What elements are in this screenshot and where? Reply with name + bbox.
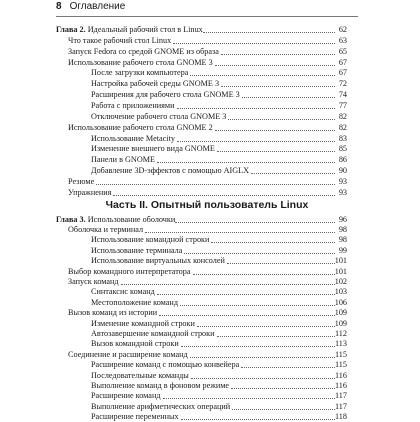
toc-entry-title [91, 390, 161, 401]
toc-entry-page: 109 [334, 308, 347, 318]
toc-entry-page: 101 [334, 256, 347, 266]
toc-entry [0, 89, 420, 100]
toc-entry-title [91, 338, 179, 349]
toc-entry-page: 103 [334, 287, 347, 297]
toc-entry-page: 98 [338, 235, 347, 245]
toc-entry [0, 359, 420, 370]
toc-entry [0, 349, 420, 360]
toc-entry-title [56, 214, 175, 225]
toc-entry-title [68, 224, 143, 235]
toc-entry-page: 112 [335, 328, 347, 338]
toc-entry-title [68, 187, 111, 198]
toc-entry [0, 255, 420, 266]
toc-entry-text: Вызов команд из истории [68, 308, 158, 318]
toc-entry-text: Автозавершение командной строки [91, 328, 215, 338]
toc-entry-title [91, 245, 182, 256]
toc-entry-page: 90 [338, 166, 347, 176]
toc-entry [0, 176, 420, 187]
toc-entry-page: 63 [338, 35, 347, 45]
toc-entry-text: Использование командной строки [91, 235, 210, 245]
toc-entry [0, 214, 420, 225]
dot-leader [221, 54, 335, 55]
toc-entry-title [91, 133, 175, 144]
dot-leader [217, 336, 335, 337]
dot-leader [157, 162, 335, 163]
toc-entry-page: 77 [338, 100, 347, 110]
toc-entry-text: Соединение и расширение команд [68, 349, 188, 359]
toc-entry-text: Оболочка и терминал [68, 224, 144, 234]
toc-entry-title [91, 143, 215, 154]
toc-entry-text: Вызов командной строки [91, 339, 179, 349]
toc-entry-text: Работа с приложениями [91, 100, 175, 110]
dot-leader [221, 86, 335, 87]
toc-entry-text: Выполнение команд в фоновом режиме [91, 380, 230, 390]
toc-entry-title [91, 78, 219, 89]
toc-entry [0, 338, 420, 349]
toc-entry-text: Выполнение арифметических операций [91, 401, 231, 411]
toc-entry [0, 245, 420, 256]
dot-leader [215, 65, 335, 66]
toc-entry-title [91, 286, 155, 297]
toc-entry-title [91, 328, 215, 339]
dot-leader [211, 242, 335, 243]
toc-entry-title [91, 67, 188, 78]
toc-entry [0, 307, 420, 318]
toc-entry-title [91, 411, 179, 422]
dot-leader [121, 284, 335, 285]
page-number: 8 [56, 1, 62, 12]
dot-leader [175, 222, 335, 223]
toc-entry [0, 370, 420, 381]
toc-entry-text: Резюме [68, 176, 95, 186]
toc-entry [0, 234, 420, 245]
toc-entry [0, 380, 420, 391]
toc-entry-text: Идеальный рабочий стол в Linux [85, 25, 203, 34]
dot-leader [251, 173, 335, 174]
toc-entry [0, 67, 420, 78]
toc-entry-title [91, 234, 209, 245]
toc-entry-page: 86 [338, 155, 347, 165]
toc-entry-text: Расширение переменных [91, 412, 179, 422]
toc-entry-page: 83 [338, 133, 347, 143]
toc-entry-text: Расширение команд [91, 391, 161, 401]
toc-entry-page: 116 [335, 380, 347, 390]
toc-entry-page: 98 [338, 224, 347, 234]
toc-entry-title [91, 318, 195, 329]
chapter-number: Глава 3. [56, 214, 86, 224]
toc-entry [0, 297, 420, 308]
dot-leader [163, 398, 336, 399]
dot-leader [231, 388, 335, 389]
toc-entry-text: Местоположение команд [91, 297, 178, 307]
toc-entry-page: 74 [338, 90, 347, 100]
toc-entry [0, 266, 420, 277]
chapter-number: Глава 2. [56, 25, 86, 34]
toc-entry-text: Использование терминала [91, 245, 183, 255]
toc-entry-text: После загрузки компьютера [91, 68, 189, 78]
toc-entry-page: 85 [338, 144, 347, 154]
toc-entry-title [91, 100, 175, 111]
toc-entry-text: Что такое рабочий стол Linux [68, 35, 172, 45]
toc-entry-page: 82 [338, 122, 347, 132]
toc-entry-text: Настройка рабочей среды GNOME 3 [91, 79, 220, 89]
toc-entry-text: Запуск Fedora со средой GNOME из образа [68, 46, 219, 56]
toc-entry-title [56, 24, 203, 35]
toc-entry-page: 117 [335, 391, 347, 401]
toc-entry-page: 82 [338, 111, 347, 121]
toc-entry-title [68, 349, 188, 360]
part-heading: Часть II. Опытный пользователь Linux [105, 199, 309, 211]
dot-leader [113, 195, 335, 196]
toc-entry-title [91, 370, 189, 381]
toc-entry-page: 102 [334, 276, 347, 286]
toc-entry-title [91, 380, 229, 391]
dot-leader [159, 315, 335, 316]
toc-entry-page: 72 [338, 79, 347, 89]
toc-entry-text: Отключение рабочего стола GNOME 3 [91, 111, 227, 121]
dot-leader [157, 294, 335, 295]
toc-entry-text: Использование рабочего стола GNOME 3 [68, 57, 213, 67]
dot-leader [191, 378, 335, 379]
toc-entry [0, 122, 420, 133]
toc-entry-page: 67 [338, 57, 347, 67]
toc-entry-title [68, 176, 94, 187]
toc-entry-title [91, 154, 155, 165]
toc-entry [0, 328, 420, 339]
dot-leader [96, 184, 335, 185]
toc-entry-title [68, 276, 119, 287]
toc-entry-page: 118 [335, 412, 347, 422]
toc-entry-text: Панели в GNOME [91, 155, 156, 165]
toc-entry-text: Изменение внешнего вида GNOME [91, 144, 215, 154]
toc-entry-page: 101 [334, 266, 347, 276]
toc-entry-title [68, 46, 219, 57]
toc-entry [0, 133, 420, 144]
toc-entry [0, 286, 420, 297]
dot-leader [227, 263, 335, 264]
dot-leader [242, 97, 335, 98]
toc-entry-page: 115 [335, 349, 347, 359]
toc-entry-page: 113 [335, 339, 347, 349]
toc-entry-page: 93 [338, 187, 347, 197]
toc-entry-page: 109 [334, 318, 347, 328]
dot-leader [180, 305, 335, 306]
toc-entry-page: 106 [334, 297, 347, 307]
toc-entry [0, 390, 420, 401]
dot-leader [193, 274, 335, 275]
toc-entry-title [68, 122, 213, 133]
toc-entry-text: Запуск команд [68, 276, 119, 286]
dot-leader [215, 130, 335, 131]
toc-entry [0, 165, 420, 176]
dot-leader [177, 141, 335, 142]
dot-leader [181, 346, 335, 347]
dot-leader [197, 326, 335, 327]
toc-entry-page: 96 [338, 214, 347, 224]
toc-entry-page: 117 [335, 401, 347, 411]
toc-entry-title [91, 165, 249, 176]
toc-entry-text: Добавление 3D-эффектов с помощью AIGLX [91, 166, 250, 176]
toc-entry-text: Расширение команд с помощью конвейера [91, 360, 240, 370]
toc-entry [0, 187, 420, 198]
dot-leader [173, 43, 335, 44]
toc-entry-title [91, 401, 230, 412]
toc-entry-title [68, 35, 171, 46]
toc-entry [0, 318, 420, 329]
toc-entry [0, 154, 420, 165]
toc-entry [0, 46, 420, 57]
toc-entry-text: Использование оболочки [85, 214, 176, 224]
dot-leader [177, 108, 336, 109]
toc-entry-title [68, 307, 157, 318]
toc-entry-text: Изменение командной строки [91, 318, 195, 328]
dot-leader [241, 367, 335, 368]
toc-entry [0, 24, 420, 35]
toc-entry [0, 143, 420, 154]
toc-entry-page: 93 [338, 176, 347, 186]
toc-entry-title [91, 89, 240, 100]
dot-leader [217, 151, 335, 152]
dot-leader [184, 253, 335, 254]
toc-entry [0, 100, 420, 111]
dot-leader [190, 357, 335, 358]
toc-entry-text: Использование виртуальных консолей [91, 256, 225, 266]
dot-leader [232, 409, 335, 410]
toc-entry-title [68, 57, 213, 68]
toc-entry-text: Использование Metacity [91, 133, 175, 143]
toc-entry [0, 224, 420, 235]
toc-entry-page: 116 [335, 370, 347, 380]
toc-entry-title [91, 255, 225, 266]
toc-entry-title [91, 111, 226, 122]
toc-entry [0, 401, 420, 412]
toc-entry-text: Упражнения [68, 187, 112, 197]
toc-entry-text: Расширения для рабочего стола GNOME 3 [91, 90, 240, 100]
toc-entry [0, 78, 420, 89]
toc-entry [0, 35, 420, 46]
dot-leader [145, 232, 335, 233]
toc-entry [0, 411, 420, 422]
toc-entry-title [91, 359, 239, 370]
toc-entry [0, 111, 420, 122]
toc-entry-text: Последовательные команды [91, 370, 189, 380]
toc-entry-text: Синтаксис команд [91, 287, 155, 297]
toc-entry-page: 65 [338, 46, 347, 56]
toc-entry-text: Выбор командного интерпретатора [68, 266, 191, 276]
toc-entry [0, 276, 420, 287]
toc-entry-page: 67 [338, 68, 347, 78]
dot-leader [203, 32, 335, 33]
toc-entry [0, 57, 420, 68]
toc-entry-title [68, 266, 191, 277]
dot-leader [228, 119, 335, 120]
dot-leader [190, 75, 335, 76]
toc-entry-page: 99 [338, 245, 347, 255]
toc-entry-title [91, 297, 178, 308]
toc-entry-page: 115 [335, 360, 347, 370]
running-title: Оглавление [69, 1, 126, 12]
toc-entry-page: 62 [338, 25, 347, 34]
toc-entry-text: Использование рабочего стола GNOME 2 [68, 122, 213, 132]
